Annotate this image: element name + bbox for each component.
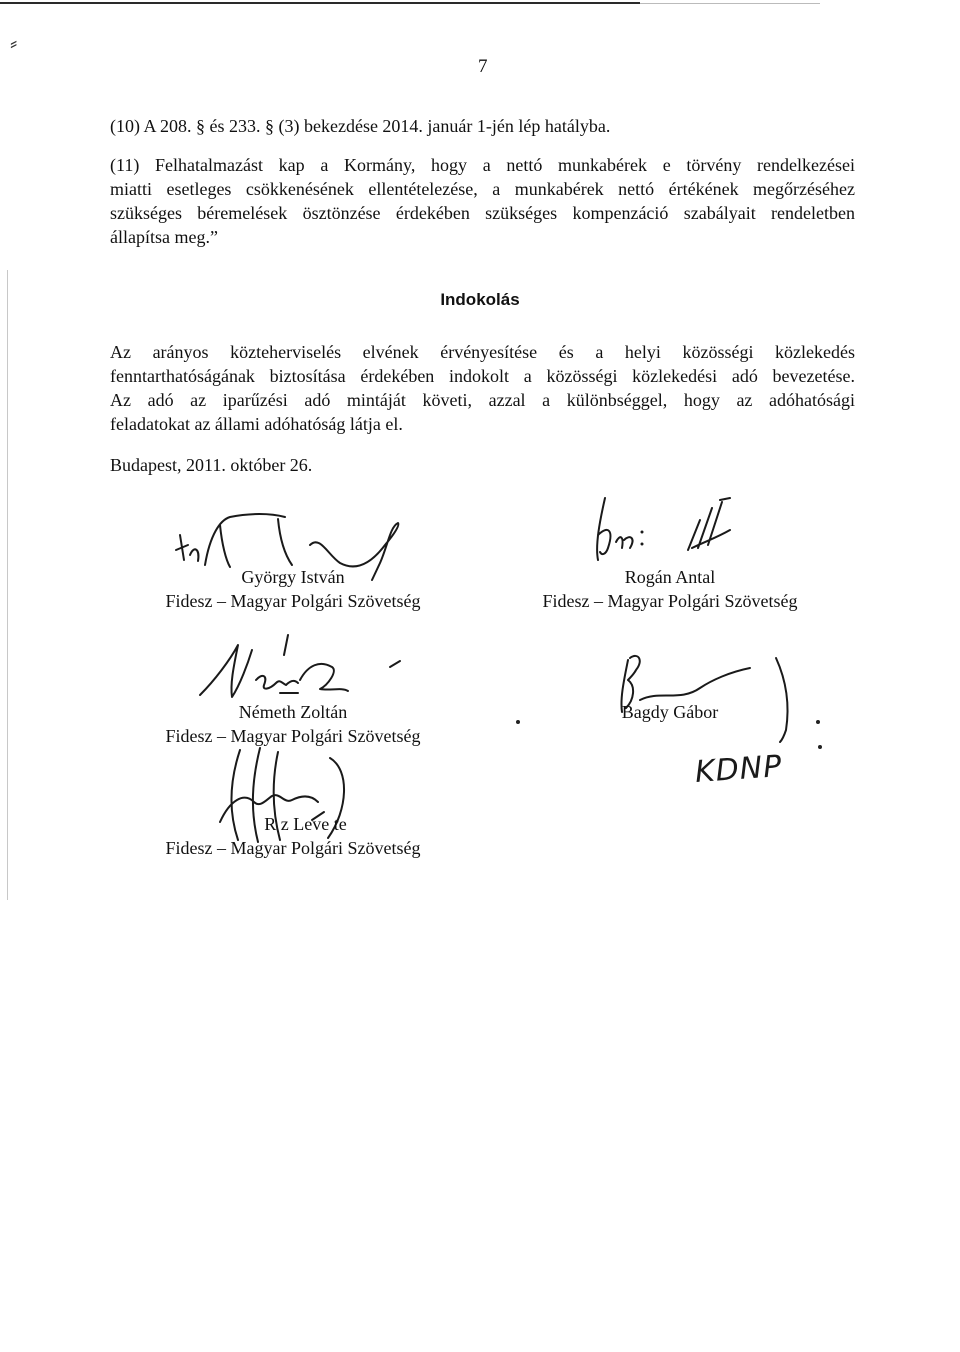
signatory-party: Fidesz – Magyar Polgári Szövetség	[165, 838, 421, 858]
signatory-block	[580, 700, 760, 724]
handwritten-party-mark: KDNP	[693, 748, 784, 791]
signatory-block	[153, 812, 433, 860]
signatory-name: R z Leve te	[264, 814, 347, 834]
top-scan-edge	[0, 2, 640, 4]
signatory-name: György István	[241, 567, 345, 587]
signatory-name: Németh Zoltán	[238, 702, 348, 722]
signatory-party: Fidesz – Magyar Polgári Szövetség	[165, 726, 421, 746]
reasoning-line: feladatokat az állami adóhatóság látja el.	[110, 414, 403, 434]
scan-dot	[516, 720, 520, 724]
signatory-name: Rogán Antal	[624, 567, 716, 587]
signatory-block	[153, 565, 433, 613]
place-date: Budapest, 2011. október 26.	[110, 455, 313, 475]
signatory-block	[530, 565, 810, 613]
reasoning-line: Az adó az iparűzési adó mintáját követi, azzal a különbséggel, hogy az adóhatósági	[110, 390, 855, 410]
paragraph-10: (10) A 208. § és 233. § (3) bekezdése 2014. január 1-jén lép hatályba.	[110, 116, 611, 136]
scan-dot	[818, 745, 822, 749]
signatory-name: Bagdy Gábor	[621, 702, 719, 722]
paragraph-11-line: állapítsa meg.”	[110, 227, 218, 247]
reasoning-line: fenntarthatóságának biztosítása érdekében indokolt a közösségi közlekedési adó bevezetése.	[110, 366, 855, 386]
scan-dot	[816, 720, 820, 724]
signatory-party: Fidesz – Magyar Polgári Szövetség	[165, 591, 421, 611]
paragraph-11-line: miatti esetleges csökkenésének ellentételezése, a munkabérek nettó értékének megőrzéséhez	[110, 179, 855, 199]
top-scan-edge-faint	[640, 3, 820, 4]
paragraph-11-line: szükséges béremelések ösztönzése érdekében szükséges kompenzáció szabályait rendeletben	[110, 203, 855, 223]
reasoning-heading: Indokolás	[440, 290, 520, 309]
left-scan-edge	[7, 270, 8, 900]
signature-bagdy-gabor	[600, 640, 840, 750]
signatory-party: Fidesz – Magyar Polgári Szövetség	[542, 591, 798, 611]
page-number: 7	[478, 56, 488, 77]
paragraph-11-line: (11) Felhatalmazást kap a Kormány, hogy a nettó munkabérek e törvény rendelkezései	[110, 155, 855, 175]
reasoning-line: Az arányos közteherviselés elvének érvényesítése és a helyi közösségi közlekedés	[110, 342, 855, 362]
corner-scan-mark: ⸗	[10, 30, 18, 55]
